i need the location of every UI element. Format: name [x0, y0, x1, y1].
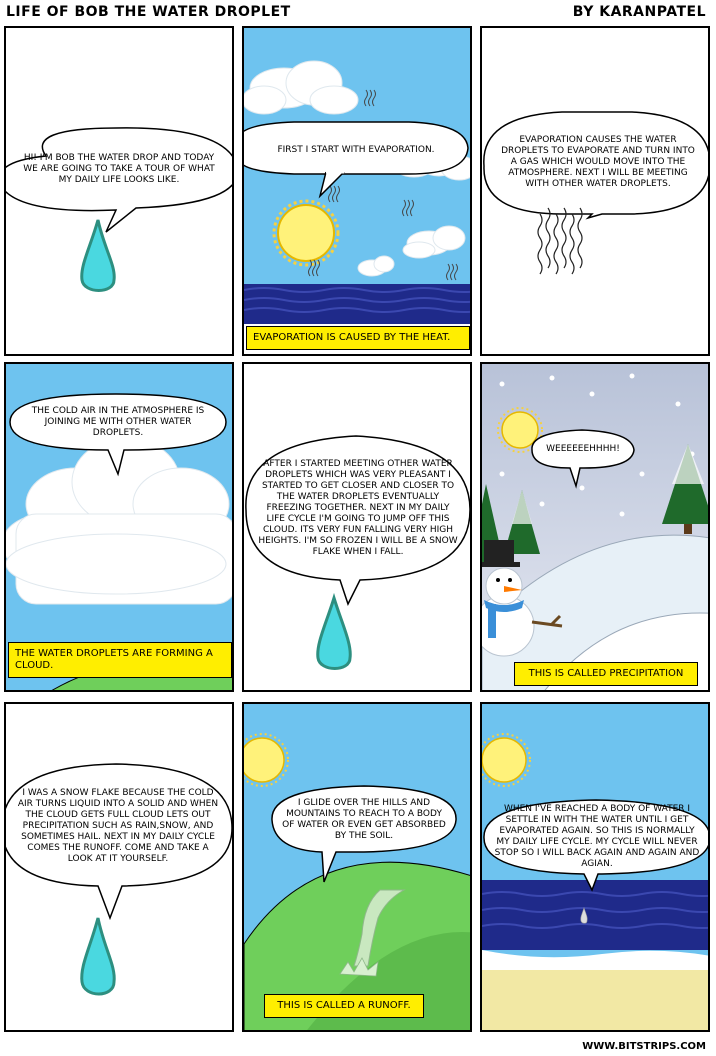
speech-bubble: I WAS A SNOW FLAKE BECAUSE THE COLD AIR TURNS LIQUID INTO A SOLID AND WHEN THE CLOUD GETS FULL CLOUD LETS OUT PRECIPITATION SUCH AS RAIN,SNOW, AND SOMETIMES HAIL. NEXT IN MY DAILY CYCLE COMES THE RUNOFF. COME AND TAKE A LOOK AT IT YOURSELF. — [17, 787, 219, 864]
heat-waves-icon — [538, 208, 582, 274]
panel-6 — [480, 362, 710, 692]
speech-bubble: FIRST I START WITH EVAPORATION. — [277, 144, 435, 155]
caption-box: THE WATER DROPLETS ARE FORMING A CLOUD. — [8, 642, 232, 678]
panel-1 — [4, 26, 234, 356]
speech-bubble: EVAPORATION CAUSES THE WATER DROPLETS TO EVAPORATE AND TURN INTO A GAS WHICH WOULD MOVE INTO THE ATMOSPHERE. NEXT I WILL BE MEETING WITH OTHER WATER DROPLETS. — [501, 134, 695, 189]
droplet-icon — [82, 220, 114, 291]
caption-box: THIS IS CALLED PRECIPITATION — [514, 662, 698, 686]
comic-author: BY KARANPATEL — [572, 4, 706, 20]
caption-box: THIS IS CALLED A RUNOFF. — [264, 994, 424, 1018]
footer-site: WWW.BITSTRIPS.COM — [582, 1041, 706, 1052]
caption-box: EVAPORATION IS CAUSED BY THE HEAT. — [246, 326, 470, 350]
panel-9 — [480, 702, 710, 1032]
panel-2-art — [244, 28, 472, 356]
speech-bubble: AFTER I STARTED MEETING OTHER WATER DROPLETS WHICH WAS VERY PLEASANT I STARTED TO GET CLOSER AND CLOSER TO THE WATER DROPLETS EVENTUALLY FREEZING TOGETHER. NEXT IN MY DAILY LIFE CYCLE I'M GOING TO JUMP OFF THIS CLOUD. ITS VERY FUN FALLING VERY HIGH HEIGHTS. I'M SO FROZEN I WILL BE A SNOW FLAKE WHEN I FALL. — [258, 458, 458, 557]
panel-8 — [242, 702, 472, 1032]
panel-8-art — [244, 704, 472, 1032]
speech-bubble: I GLIDE OVER THE HILLS AND MOUNTAINS TO REACH TO A BODY OF WATER OR EVEN GET ABSORBED BY THE SOIL. — [282, 798, 446, 841]
panel-7 — [4, 702, 234, 1032]
droplet-icon — [82, 918, 114, 994]
speech-bubble: WEEEEEEHHHH! — [546, 443, 620, 454]
speech-bubble: THE COLD AIR IN THE ATMOSPHERE IS JOINING ME WITH OTHER WATER DROPLETS. — [31, 405, 205, 438]
panel-4 — [4, 362, 234, 692]
panel-3 — [480, 26, 710, 356]
droplet-icon — [318, 598, 351, 669]
panel-5 — [242, 362, 472, 692]
speech-bubble: HI! I'M BOB THE WATER DROP AND TODAY WE ARE GOING TO TAKE A TOUR OF WHAT MY DAILY LIFE LOOKS LIKE. — [23, 152, 215, 185]
panel-6-art — [482, 364, 710, 692]
panel-2 — [242, 26, 472, 356]
comic-title: LIFE OF BOB THE WATER DROPLET — [6, 4, 291, 20]
speech-bubble: WHEN I'VE REACHED A BODY OF WATER I SETTLE IN WITH THE WATER UNTIL I GET EVAPORATED AGAIN. SO THIS IS NORMALLY MY DAILY LIFE CYCLE. MY CYCLE WILL NEVER STOP SO I WILL BACK AGAIN AND AGAIN AND AGIAN. — [494, 804, 700, 869]
